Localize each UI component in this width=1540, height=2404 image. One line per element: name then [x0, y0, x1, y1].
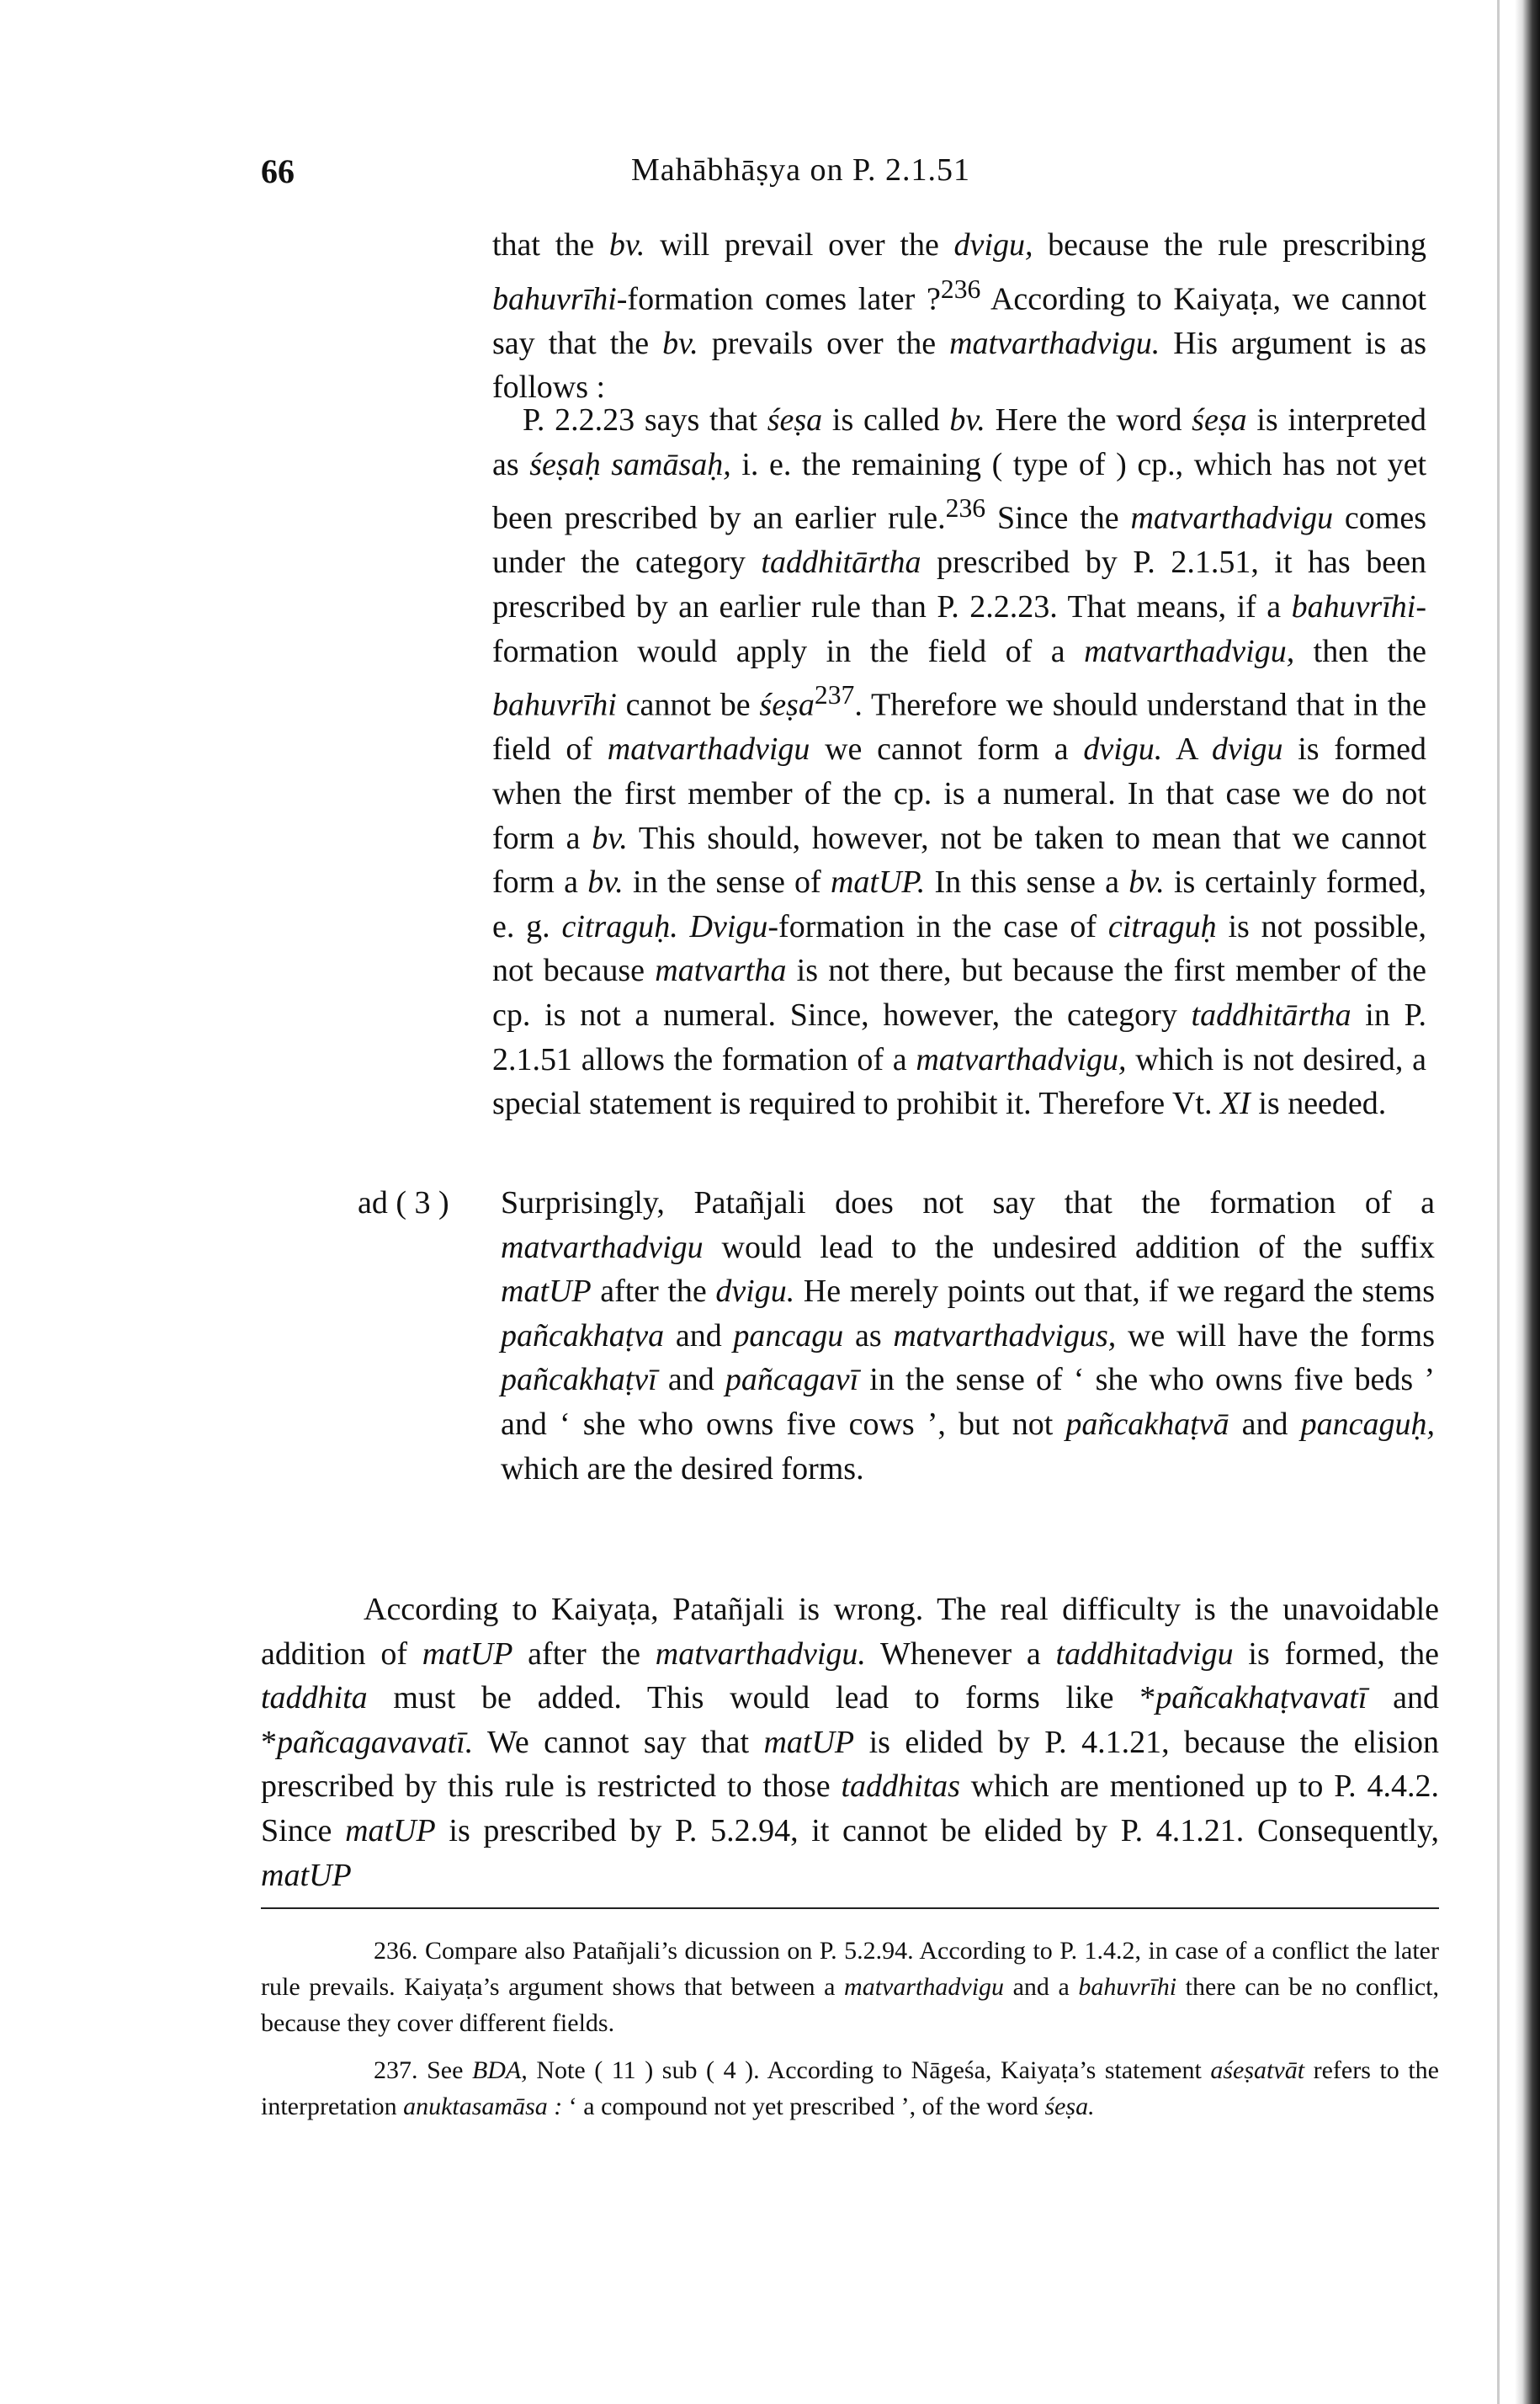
footnote-ref-236: 236 — [945, 493, 986, 524]
footnote-ref-237: 237 — [814, 680, 855, 710]
paragraph-2: P. 2.2.23 says that śeṣa is called bv. Here the word śeṣa is interpreted as śeṣaḥ samāsaḥ, i. e. the remaining ( type of ) cp., which has not yet been prescribed by an earlier rule.$^{236}$ Since the matvarthadvigu comes under the category taddhitārtha prescribed by P. 2.1.51, it has been prescribed by an earlier rule than P. 2.2.23. That means, if a bahuvrīhi-formation would apply in the field of a matvarthadvigu, then the bahuvrīhi cannot be śeṣa$^{237}$. Therefore we should understand that in the field of matvarthadvigu we cannot form a dvigu. A dvigu is formed when the first member of the cp. is a numeral. In that case we do not form a bv. This should, however, not be taken to mean that we cannot form a bv. in the sense of matUP. In this sense a bv. is certainly formed, e. g. citraguḥ. Dvigu-formation in the case of citraguḥ is not possible, not because matvartha is not there, but because the first member of the cp. is not a numeral. Since, however, the category taddhitārtha in P. 2.1.51 allows the formation of a matvarthadvigu, which is not desired, a special statement is required to prohibit it. Therefore Vt. XI is needed. — [492, 402, 1427, 1122]
page-header — [261, 152, 1439, 210]
footnote-ref-236: 236 — [940, 274, 981, 304]
footnote-divider — [261, 1907, 1439, 1909]
footnote-237: 237. See BDA, Note ( 11 ) sub ( 4 ). According to Nāgeśa, Kaiyaṭa’s statement aśeṣatvāt refers to the interpretation anuktasamāsa : ‘ a compound not yet prescribed ’, of the word śeṣa. — [261, 2056, 1439, 2120]
page-number: 66 — [261, 152, 295, 190]
running-title: Mahābhāṣya on P. 2.1.51 — [631, 152, 970, 188]
scanned-page-edge — [1515, 0, 1540, 2404]
paragraph-1: that the bv. will prevail over the dvigu, because the rule prescribing bahuvrīhi-formation comes later ?$^{236}$ According to Kaiyaṭa, we cannot say that the bv. prevails over the matvarthadvigu. His argument is as follows : — [492, 227, 1427, 406]
paragraph-4: According to Kaiyaṭa, Patañjali is wrong. The real difficulty is the unavoidable addition of matUP after the matvarthadvigu. Whenever a taddhitadvigu is formed, the taddhita must be added. This would lead to forms like *pañcakhaṭvavatī and *pañcagavavatī. We cannot say that matUP is elided by P. 4.1.21, because the elision prescribed by this rule is restricted to those taddhitas which are mentioned up to P. 4.4.2. Since matUP is prescribed by P. 5.2.94, it cannot be elided by P. 4.1.21. Consequently, matUP — [261, 1592, 1440, 1893]
paragraph-3: Surprisingly, Patañjali does not say that the formation of a matvarthadvigu would lead to the undesired addition of the suffix matUP after the dvigu. He merely points out that, if we regard the stems pañcakhaṭva and pancagu as matvarthadvigus, we will have the forms pañcakhaṭvī and pañcagavī in the sense of ‘ she who owns five beds ’ and ‘ she who owns five cows ’, but not pañcakhaṭvā and pancaguḥ, which are the desired forms. — [501, 1185, 1436, 1487]
scanned-page-shadow — [1497, 0, 1500, 2404]
footnote-236: 236. Compare also Patañjali’s dicussion on P. 5.2.94. According to P. 1.4.2, in case of a conflict the later rule prevails. Kaiyaṭa’s argument shows that between a matvarthadvigu and a bahuvrīhi there can be no conflict, because they cover different fields. — [261, 1937, 1439, 2037]
section-label-ad-3: ad ( 3 ) — [358, 1185, 449, 1221]
